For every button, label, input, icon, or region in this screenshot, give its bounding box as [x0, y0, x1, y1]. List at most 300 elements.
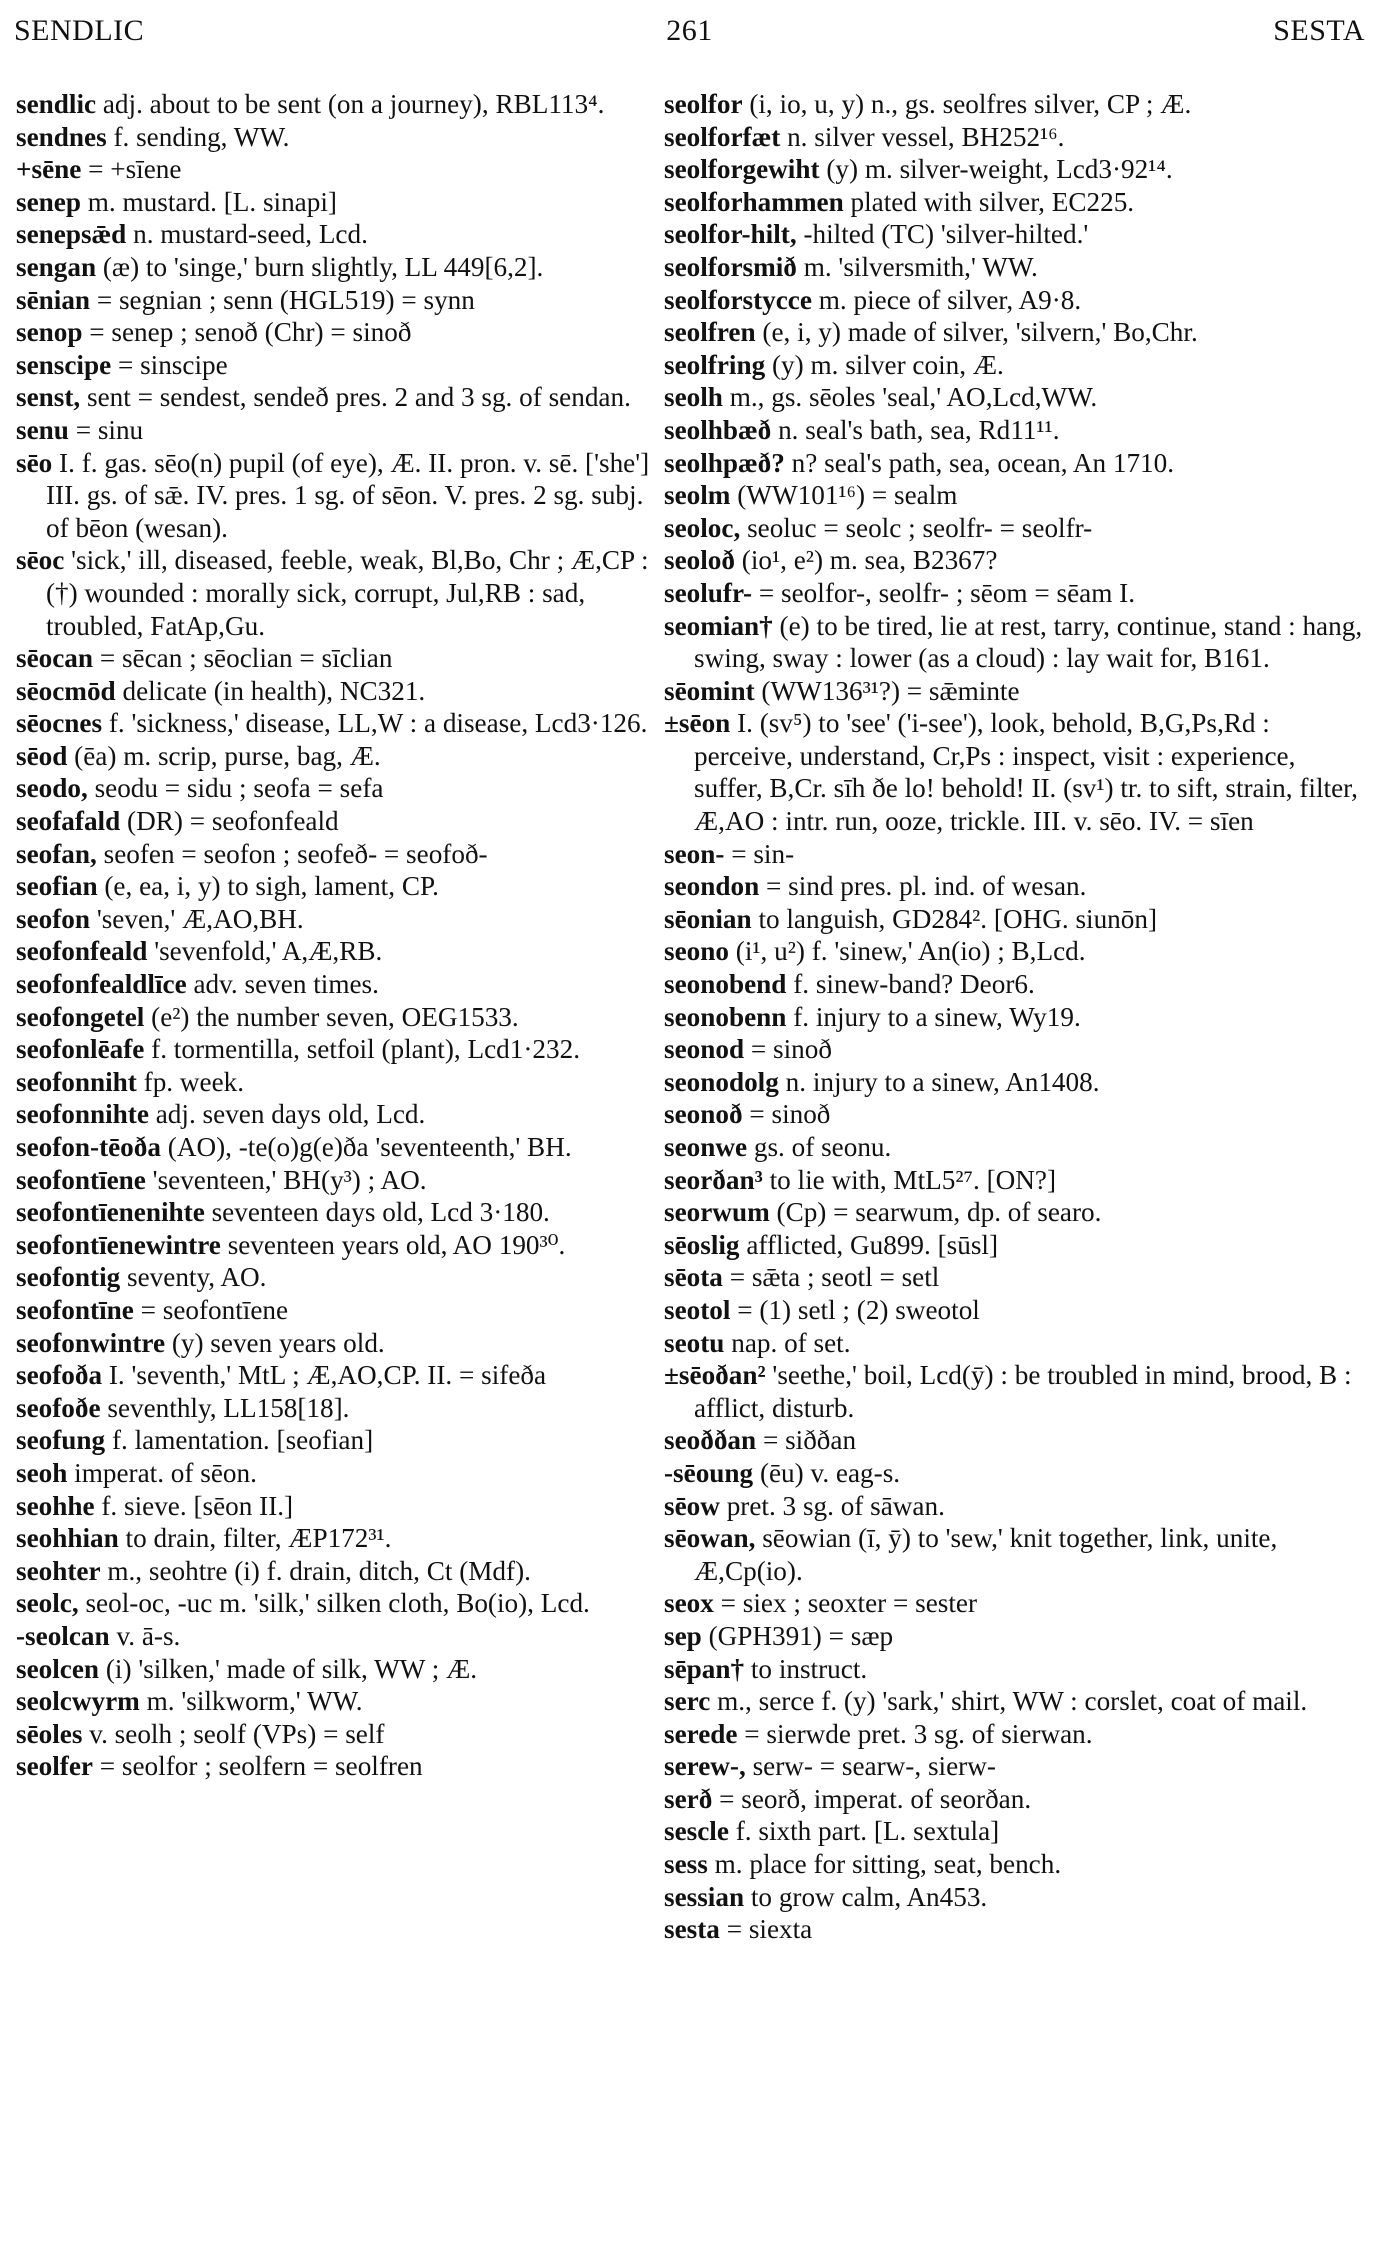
entry-headword: seofonniht: [16, 1066, 137, 1097]
dictionary-entry: [664, 1815, 1364, 1848]
entry-definition: (GPH391) = sæp: [701, 1620, 894, 1651]
entry-definition: (y) seven years old.: [165, 1327, 385, 1358]
dictionary-entry: [664, 251, 1364, 284]
entry-headword: seofian: [16, 871, 98, 902]
dictionary-entry: [664, 88, 1364, 121]
dictionary-entry: [16, 707, 656, 740]
dictionary-entry: [664, 218, 1364, 251]
entry-headword: +sēne: [16, 154, 82, 185]
entry-definition: to lie with, MtL5²⁷. [ON?]: [762, 1164, 1057, 1195]
entry-definition: nap. of set.: [724, 1327, 851, 1358]
dictionary-entry: [16, 414, 656, 447]
dictionary-entry: [16, 1685, 656, 1718]
dictionary-entry: [664, 1718, 1364, 1751]
entry-definition: f. lamentation. [seofian]: [105, 1425, 374, 1456]
entry-definition: (DR) = seofonfeald: [120, 806, 339, 837]
entry-definition: = sēcan ; sēoclian = sīclian: [93, 643, 393, 674]
dictionary-entry: [16, 838, 656, 871]
entry-definition: (i¹, u²) f. 'sinew,' An(io) ; B,Lcd.: [728, 936, 1086, 967]
dictionary-entry: [16, 381, 656, 414]
entry-headword: seolcwyrm: [16, 1686, 140, 1717]
entry-headword: senst,: [16, 382, 81, 413]
entry-definition: v. ā-s.: [109, 1620, 181, 1651]
dictionary-entry: [664, 1098, 1364, 1131]
entry-headword: seofon: [16, 903, 91, 934]
entry-definition: serw- = searw-, sierw-: [745, 1751, 996, 1782]
entry-definition: m. place for sitting, seat, bench.: [707, 1849, 1062, 1880]
entry-definition: seventeen years old, AO 190³⁰.: [220, 1229, 566, 1260]
entry-definition: (ēa) m. scrip, purse, bag, Æ.: [67, 740, 381, 771]
entry-definition: = seofontīene: [133, 1294, 289, 1325]
entry-headword: seofontig: [16, 1262, 121, 1293]
entry-headword: sēoles: [16, 1718, 83, 1749]
entry-definition: adv. seven times.: [186, 969, 379, 1000]
entry-headword: sēocan: [16, 643, 94, 674]
dictionary-entry: [664, 1261, 1364, 1294]
dictionary-entry: [664, 707, 1364, 837]
entry-definition: (i, io, u, y) n., gs. seolfres silver, CP ; Æ.: [742, 89, 1192, 119]
entry-definition: = seorð, imperat. of seorðan.: [712, 1783, 1032, 1814]
entry-definition: = sinoð: [744, 1034, 832, 1065]
dictionary-entry: [664, 1881, 1364, 1914]
entry-definition: 'seven,' Æ,AO,BH.: [90, 903, 304, 934]
entry-headword: seon-: [664, 838, 725, 869]
entry-headword: seonwe: [664, 1132, 748, 1162]
running-header: [14, 14, 1365, 54]
entry-definition: (Cp) = searwum, dp. of searo.: [769, 1197, 1102, 1228]
entry-definition: (WW101¹⁶) = sealm: [730, 480, 958, 511]
entry-definition: (ēu) v. eag-s.: [753, 1457, 901, 1488]
dictionary-entry: [664, 1131, 1364, 1164]
dictionary-entry: [16, 903, 656, 936]
entry-headword: sēnian: [16, 284, 91, 315]
dictionary-entry: [664, 1294, 1364, 1327]
entry-headword: seonoð: [664, 1099, 743, 1130]
entry-definition: to grow calm, An453.: [744, 1881, 988, 1912]
entry-definition: plated with silver, EC225.: [843, 186, 1135, 217]
entry-headword: seorwum: [664, 1197, 770, 1228]
dictionary-entry: [664, 121, 1364, 154]
entry-definition: delicate (in health), NC321.: [115, 675, 426, 706]
dictionary-entry: [16, 1033, 656, 1066]
dictionary-entry: [16, 740, 656, 773]
dictionary-entry: [664, 1196, 1364, 1229]
dictionary-entry: [664, 1620, 1364, 1653]
entry-definition: (e²) the number seven, OEG1533.: [144, 1001, 519, 1032]
entry-definition: seventeen days old, Lcd 3·180.: [204, 1197, 550, 1228]
entry-definition: gs. of seonu.: [747, 1132, 892, 1162]
dictionary-entry: [664, 479, 1364, 512]
entry-headword: serew-,: [664, 1751, 746, 1782]
entry-headword: seolforstycce: [664, 284, 812, 315]
dictionary-entry: [16, 284, 656, 317]
entry-headword: seolfor: [664, 89, 743, 119]
dictionary-entry: [16, 1457, 656, 1490]
entry-headword: ±sēon: [664, 708, 731, 739]
dictionary-entry: [16, 1261, 656, 1294]
entry-definition: m., gs. sēoles 'seal,' AO,Lcd,WW.: [722, 382, 1098, 413]
page-number: 261: [666, 14, 713, 47]
entry-definition: m., serce f. (y) 'sark,' shirt, WW : corslet, coat of mail.: [710, 1686, 1308, 1717]
entry-headword: seohhian: [16, 1523, 119, 1554]
dictionary-entry: [664, 1229, 1364, 1262]
dictionary-entry: [16, 218, 656, 251]
dictionary-entry: [16, 1131, 656, 1164]
entry-headword: seofontīenewintre: [16, 1229, 221, 1260]
entry-headword: seolforfæt: [664, 121, 781, 152]
entry-definition: 'sevenfold,' A,Æ,RB.: [147, 936, 383, 967]
left-column: [16, 88, 656, 1783]
entry-headword: seofonfeald: [16, 936, 148, 967]
entry-definition: (e, i, y) made of silver, 'silvern,' Bo,Chr.: [755, 317, 1198, 348]
entry-definition: = sierwde pret. 3 sg. of sierwan.: [737, 1718, 1093, 1749]
dictionary-entry: [16, 349, 656, 382]
entry-definition: = segnian ; senn (HGL519) = synn: [90, 284, 475, 315]
dictionary-entry: [664, 1066, 1364, 1099]
entry-headword: -seolcan: [16, 1620, 110, 1651]
entry-headword: seorðan³: [664, 1164, 763, 1195]
entry-definition: n. mustard-seed, Lcd.: [126, 219, 368, 250]
entry-headword: sesta: [664, 1914, 720, 1945]
entry-headword: seofonlēafe: [16, 1034, 145, 1065]
entry-headword: sēonian: [664, 903, 752, 934]
dictionary-entry: [16, 870, 656, 903]
dictionary-entry: [664, 316, 1364, 349]
entry-definition: = sinu: [68, 414, 144, 445]
entry-definition: I. f. gas. sēo(n) pupil (of eye), Æ. II. pron. v. sē. ['she'] III. gs. of sǣ. IV. pres. 1 sg. of sēon. V. pres. 2 sg. subj. of bēon (wesan).: [46, 447, 650, 543]
entry-headword: seofontīene: [16, 1164, 146, 1195]
entry-headword: sēow: [664, 1490, 720, 1521]
entry-definition: f. injury to a sinew, Wy19.: [786, 1001, 1081, 1032]
entry-headword: seolhpæð?: [664, 447, 785, 478]
dictionary-entry: [16, 935, 656, 968]
entry-headword: seofonwintre: [16, 1327, 166, 1358]
entry-definition: (y) m. silver-weight, Lcd3·92¹⁴.: [819, 154, 1173, 185]
dictionary-entry: [664, 675, 1364, 708]
entry-headword: seofontīne: [16, 1294, 134, 1325]
dictionary-entry: [664, 186, 1364, 219]
dictionary-entry: [16, 1359, 656, 1392]
entry-headword: seono: [664, 936, 729, 967]
entry-headword: seofafald: [16, 806, 121, 837]
entry-headword: seoððan: [664, 1425, 757, 1456]
dictionary-entry: [664, 577, 1364, 610]
entry-definition: to languish, GD284². [OHG. siunōn]: [751, 903, 1158, 934]
dictionary-entry: [16, 1001, 656, 1034]
dictionary-entry: [16, 675, 656, 708]
entry-headword: seonobenn: [664, 1001, 787, 1032]
dictionary-entry: [664, 935, 1364, 968]
dictionary-entry: [16, 153, 656, 186]
entry-headword: seonodolg: [664, 1066, 779, 1097]
dictionary-entry: [664, 968, 1364, 1001]
entry-headword: seoh: [16, 1457, 68, 1488]
dictionary-entry: [16, 1424, 656, 1457]
entry-headword: seolc,: [16, 1588, 79, 1619]
entry-headword: senepsǣd: [16, 219, 127, 250]
entry-definition: = siexta: [719, 1914, 813, 1945]
dictionary-entry: [16, 1522, 656, 1555]
entry-definition: (e, ea, i, y) to sigh, lament, CP.: [97, 871, 439, 902]
entry-headword: seoloc,: [664, 512, 741, 543]
entry-headword: sess: [664, 1849, 708, 1880]
entry-definition: n. silver vessel, BH252¹⁶.: [780, 121, 1065, 152]
entry-definition: sent = sendest, sendeð pres. 2 and 3 sg. of sendan.: [80, 382, 631, 413]
entry-definition: f. tormentilla, setfoil (plant), Lcd1·232.: [144, 1034, 580, 1065]
dictionary-entry: [16, 1620, 656, 1653]
dictionary-entry: [664, 1522, 1364, 1587]
entry-headword: seolforgewiht: [664, 154, 820, 185]
entry-definition: f. 'sickness,' disease, LL,W : a disease, Lcd3·126.: [102, 708, 648, 739]
dictionary-entry: [664, 1424, 1364, 1457]
dictionary-entry: [16, 1490, 656, 1523]
dictionary-entry: [664, 153, 1364, 186]
dictionary-entry: [664, 349, 1364, 382]
entry-definition: fp. week.: [136, 1066, 245, 1097]
entry-headword: seolfer: [16, 1751, 93, 1782]
entry-headword: sēod: [16, 740, 68, 771]
entry-definition: = senep ; senoð (Chr) = sinoð: [82, 317, 412, 348]
entry-headword: sescle: [664, 1816, 729, 1847]
header-last-word: SESTA: [1273, 14, 1365, 47]
entry-definition: n? seal's path, sea, ocean, An 1710.: [784, 447, 1175, 478]
entry-headword: sessian: [664, 1881, 745, 1912]
dictionary-entry: [16, 1750, 656, 1783]
entry-headword: seondon: [664, 871, 760, 902]
dictionary-entry: [664, 447, 1364, 480]
entry-definition: m. piece of silver, A9·8.: [811, 284, 1082, 315]
entry-headword: seolfren: [664, 317, 756, 348]
dictionary-entry: [664, 512, 1364, 545]
entry-headword: seofongetel: [16, 1001, 145, 1032]
dictionary-entry: [16, 1294, 656, 1327]
entry-definition: = sǣta ; seotl = setl: [722, 1262, 940, 1293]
entry-headword: seotu: [664, 1327, 725, 1358]
entry-definition: = sin-: [724, 838, 795, 869]
entry-definition: 'seethe,' boil, Lcd(ȳ) : be troubled in mind, brood, B : afflict, disturb.: [694, 1360, 1352, 1423]
dictionary-entry: [664, 1327, 1364, 1360]
entry-headword: sengan: [16, 251, 97, 282]
entry-definition: adj. seven days old, Lcd.: [148, 1099, 426, 1130]
entry-headword: senop: [16, 317, 83, 348]
dictionary-entry: [664, 903, 1364, 936]
entry-definition: f. sieve. [sēon II.]: [94, 1490, 294, 1521]
entry-headword: seolfring: [664, 349, 766, 380]
entry-definition: f. sinew-band? Deor6.: [786, 969, 1035, 1000]
entry-definition: f. sending, WW.: [106, 121, 290, 152]
entry-headword: sēota: [664, 1262, 723, 1293]
entry-headword: sendnes: [16, 121, 107, 152]
entry-definition: sēowian (ī, ȳ) to 'sew,' knit together, link, unite, Æ,Cp(io).: [694, 1523, 1278, 1586]
dictionary-entry: [16, 968, 656, 1001]
dictionary-entry: [664, 1685, 1364, 1718]
dictionary-entry: [16, 1229, 656, 1262]
entry-headword: sēoc: [16, 545, 65, 576]
dictionary-entry: [16, 772, 656, 805]
entry-definition: (io¹, e²) m. sea, B2367?: [734, 545, 998, 576]
entry-definition: seventy, AO.: [120, 1262, 267, 1293]
header-first-word: SENDLIC: [14, 14, 145, 47]
dictionary-entry: [16, 642, 656, 675]
entry-definition: m., seohtre (i) f. drain, ditch, Ct (Mdf).: [100, 1555, 531, 1586]
dictionary-entry: [664, 381, 1364, 414]
entry-headword: seohhe: [16, 1490, 95, 1521]
dictionary-entry: [16, 88, 656, 121]
entry-definition: seodu = sidu ; seofa = sefa: [87, 773, 384, 804]
entry-definition: v. seolh ; seolf (VPs) = self: [82, 1718, 385, 1749]
entry-definition: seol-oc, -uc m. 'silk,' silken cloth, Bo(io), Lcd.: [78, 1588, 590, 1619]
entry-definition: seoluc = seolc ; seolfr- = seolfr-: [740, 512, 1093, 543]
dictionary-entry: [16, 1066, 656, 1099]
entry-definition: to drain, filter, ÆP172³¹.: [118, 1523, 392, 1554]
entry-definition: (æ) to 'singe,' burn slightly, LL 449[6,2].: [96, 251, 544, 282]
entry-definition: m. 'silversmith,' WW.: [796, 251, 1038, 282]
entry-definition: seventhly, LL158[18].: [100, 1392, 350, 1423]
dictionary-entry: [16, 1653, 656, 1686]
entry-definition: = +sīene: [81, 154, 182, 185]
entry-headword: seox: [664, 1588, 714, 1619]
entry-headword: seolforsmið: [664, 251, 797, 282]
entry-definition: (i) 'silken,' made of silk, WW ; Æ.: [99, 1653, 478, 1684]
dictionary-entry: [664, 1359, 1364, 1424]
entry-headword: sēo: [16, 447, 53, 478]
entry-headword: seodo,: [16, 773, 88, 804]
entry-headword: seolh: [664, 382, 723, 413]
entry-definition: n. injury to a sinew, An1408.: [778, 1066, 1100, 1097]
dictionary-entry: [664, 1848, 1364, 1881]
dictionary-entry: [664, 284, 1364, 317]
entry-definition: seofen = seofon ; seofeð- = seofoð-: [96, 838, 488, 869]
entry-headword: seofon-tēoða: [16, 1132, 161, 1162]
entry-headword: seolforhammen: [664, 186, 844, 217]
dictionary-entry: [16, 186, 656, 219]
entry-headword: sēocmōd: [16, 675, 116, 706]
dictionary-entry: [664, 1001, 1364, 1034]
dictionary-entry: [16, 447, 656, 545]
dictionary-entry: [664, 1913, 1364, 1946]
entry-headword: seonobend: [664, 969, 787, 1000]
entry-definition: afflicted, Gu899. [sūsl]: [739, 1229, 999, 1260]
entry-definition: m. mustard. [L. sinapi]: [80, 186, 337, 217]
entry-definition: = sinoð: [742, 1099, 831, 1130]
entry-headword: seonod: [664, 1034, 745, 1065]
entry-headword: sēowan,: [664, 1523, 756, 1554]
dictionary-entry: [664, 1750, 1364, 1783]
dictionary-entry: [16, 1587, 656, 1620]
entry-headword: seofoða: [16, 1360, 103, 1391]
entry-definition: to instruct.: [744, 1653, 868, 1684]
entry-definition: = sinscipe: [111, 349, 228, 380]
entry-headword: seolm: [664, 480, 731, 511]
dictionary-entry: [16, 544, 656, 642]
entry-headword: sendlic: [16, 89, 97, 119]
entry-headword: sep: [664, 1620, 702, 1651]
entry-headword: serð: [664, 1783, 713, 1814]
dictionary-entry: [664, 1783, 1364, 1816]
entry-definition: (WW136³¹?) = sǣminte: [754, 675, 1020, 706]
entry-headword: senep: [16, 186, 81, 217]
entry-headword: seohter: [16, 1555, 101, 1586]
dictionary-entry: [16, 316, 656, 349]
entry-headword: serc: [664, 1686, 711, 1717]
entry-headword: sēpan†: [664, 1653, 745, 1684]
dictionary-entry: [664, 1164, 1364, 1197]
dictionary-entry: [664, 544, 1364, 577]
entry-headword: seomian†: [664, 610, 773, 641]
entry-definition: f. sixth part. [L. sextula]: [728, 1816, 1000, 1847]
dictionary-entry: [16, 1098, 656, 1131]
entry-definition: pret. 3 sg. of sāwan.: [719, 1490, 945, 1521]
entry-headword: sēocnes: [16, 708, 103, 739]
dictionary-entry: [664, 610, 1364, 675]
entry-headword: seolufr-: [664, 577, 753, 608]
dictionary-entry: [16, 1392, 656, 1425]
entry-definition: I. 'seventh,' MtL ; Æ,AO,CP. II. = sifeða: [102, 1360, 547, 1391]
entry-headword: seofung: [16, 1425, 106, 1456]
entry-definition: = siex ; seoxter = sester: [713, 1588, 978, 1619]
entry-headword: seoloð: [664, 545, 735, 576]
entry-definition: = (1) setl ; (2) sweotol: [730, 1294, 980, 1325]
right-column: [664, 88, 1364, 1946]
entry-definition: (e) to be tired, lie at rest, tarry, continue, stand : hang, swing, sway : lower (as a cloud) : lay wait for, B161.: [694, 610, 1363, 674]
entry-headword: senscipe: [16, 349, 112, 380]
entry-definition: = siððan: [756, 1425, 857, 1456]
entry-headword: seofan,: [16, 838, 97, 869]
dictionary-entry: [664, 1587, 1364, 1620]
entry-headword: sēoslig: [664, 1229, 740, 1260]
entry-definition: = seolfor ; seolfern = seolfren: [92, 1751, 423, 1782]
entry-headword: seofonfealdlīce: [16, 969, 187, 1000]
dictionary-entry: [664, 838, 1364, 871]
dictionary-entry: [664, 414, 1364, 447]
entry-definition: = sind pres. pl. ind. of wesan.: [759, 871, 1087, 902]
dictionary-entry: [16, 121, 656, 154]
entry-headword: seofontīenenihte: [16, 1197, 205, 1228]
entry-definition: = seolfor-, seolfr- ; sēom = sēam I.: [752, 577, 1136, 608]
entry-definition: 'sick,' ill, diseased, feeble, weak, Bl,Bo, Chr ; Æ,CP : (†) wounded : morally sick, corrupt, Jul,RB : sad, troubled, FatAp,Gu.: [46, 545, 649, 641]
entry-headword: seofoðe: [16, 1392, 101, 1423]
entry-definition: 'seventeen,' BH(y³) ; AO.: [145, 1164, 427, 1195]
entry-definition: adj. about to be sent (on a journey), RBL113⁴.: [96, 89, 605, 119]
dictionary-entry: [16, 1718, 656, 1751]
entry-definition: I. (sv⁵) to 'see' ('i-see'), look, behold, B,G,Ps,Rd : perceive, understand, Cr,Ps : inspect, visit : experience, suffer, B,Cr. sīh ðe lo! behold! II. (sv¹) tr. to sift, strain, filter, Æ,AO : intr. run, ooze, trickle. III. v. sēo. IV. = sīen: [694, 708, 1358, 837]
dictionary-entry: [664, 1653, 1364, 1686]
dictionary-entry: [16, 1164, 656, 1197]
entry-definition: -hilted (TC) 'silver-hilted.': [796, 219, 1089, 250]
entry-headword: seolcen: [16, 1653, 100, 1684]
dictionary-entry: [664, 1457, 1364, 1490]
entry-headword: senu: [16, 414, 69, 445]
entry-headword: seolhbæð: [664, 414, 772, 445]
dictionary-entry: [664, 1033, 1364, 1066]
dictionary-entry: [16, 1327, 656, 1360]
entry-headword: ±sēoðan²: [664, 1360, 766, 1391]
entry-headword: serede: [664, 1718, 738, 1749]
entry-headword: sēomint: [664, 675, 755, 706]
dictionary-entry: [664, 1490, 1364, 1523]
entry-definition: (y) m. silver coin, Æ.: [765, 349, 1004, 380]
entry-headword: -sēoung: [664, 1457, 754, 1488]
dictionary-entry: [16, 1196, 656, 1229]
entry-definition: imperat. of sēon.: [67, 1457, 257, 1488]
entry-definition: m. 'silkworm,' WW.: [139, 1686, 363, 1717]
entry-headword: seofonnihte: [16, 1099, 149, 1130]
entry-definition: (AO), -te(o)g(e)ða 'seventeenth,' BH.: [160, 1132, 572, 1162]
dictionary-entry: [16, 1555, 656, 1588]
entry-headword: seolfor-hilt,: [664, 219, 797, 250]
dictionary-entry: [16, 251, 656, 284]
entry-headword: seotol: [664, 1294, 731, 1325]
